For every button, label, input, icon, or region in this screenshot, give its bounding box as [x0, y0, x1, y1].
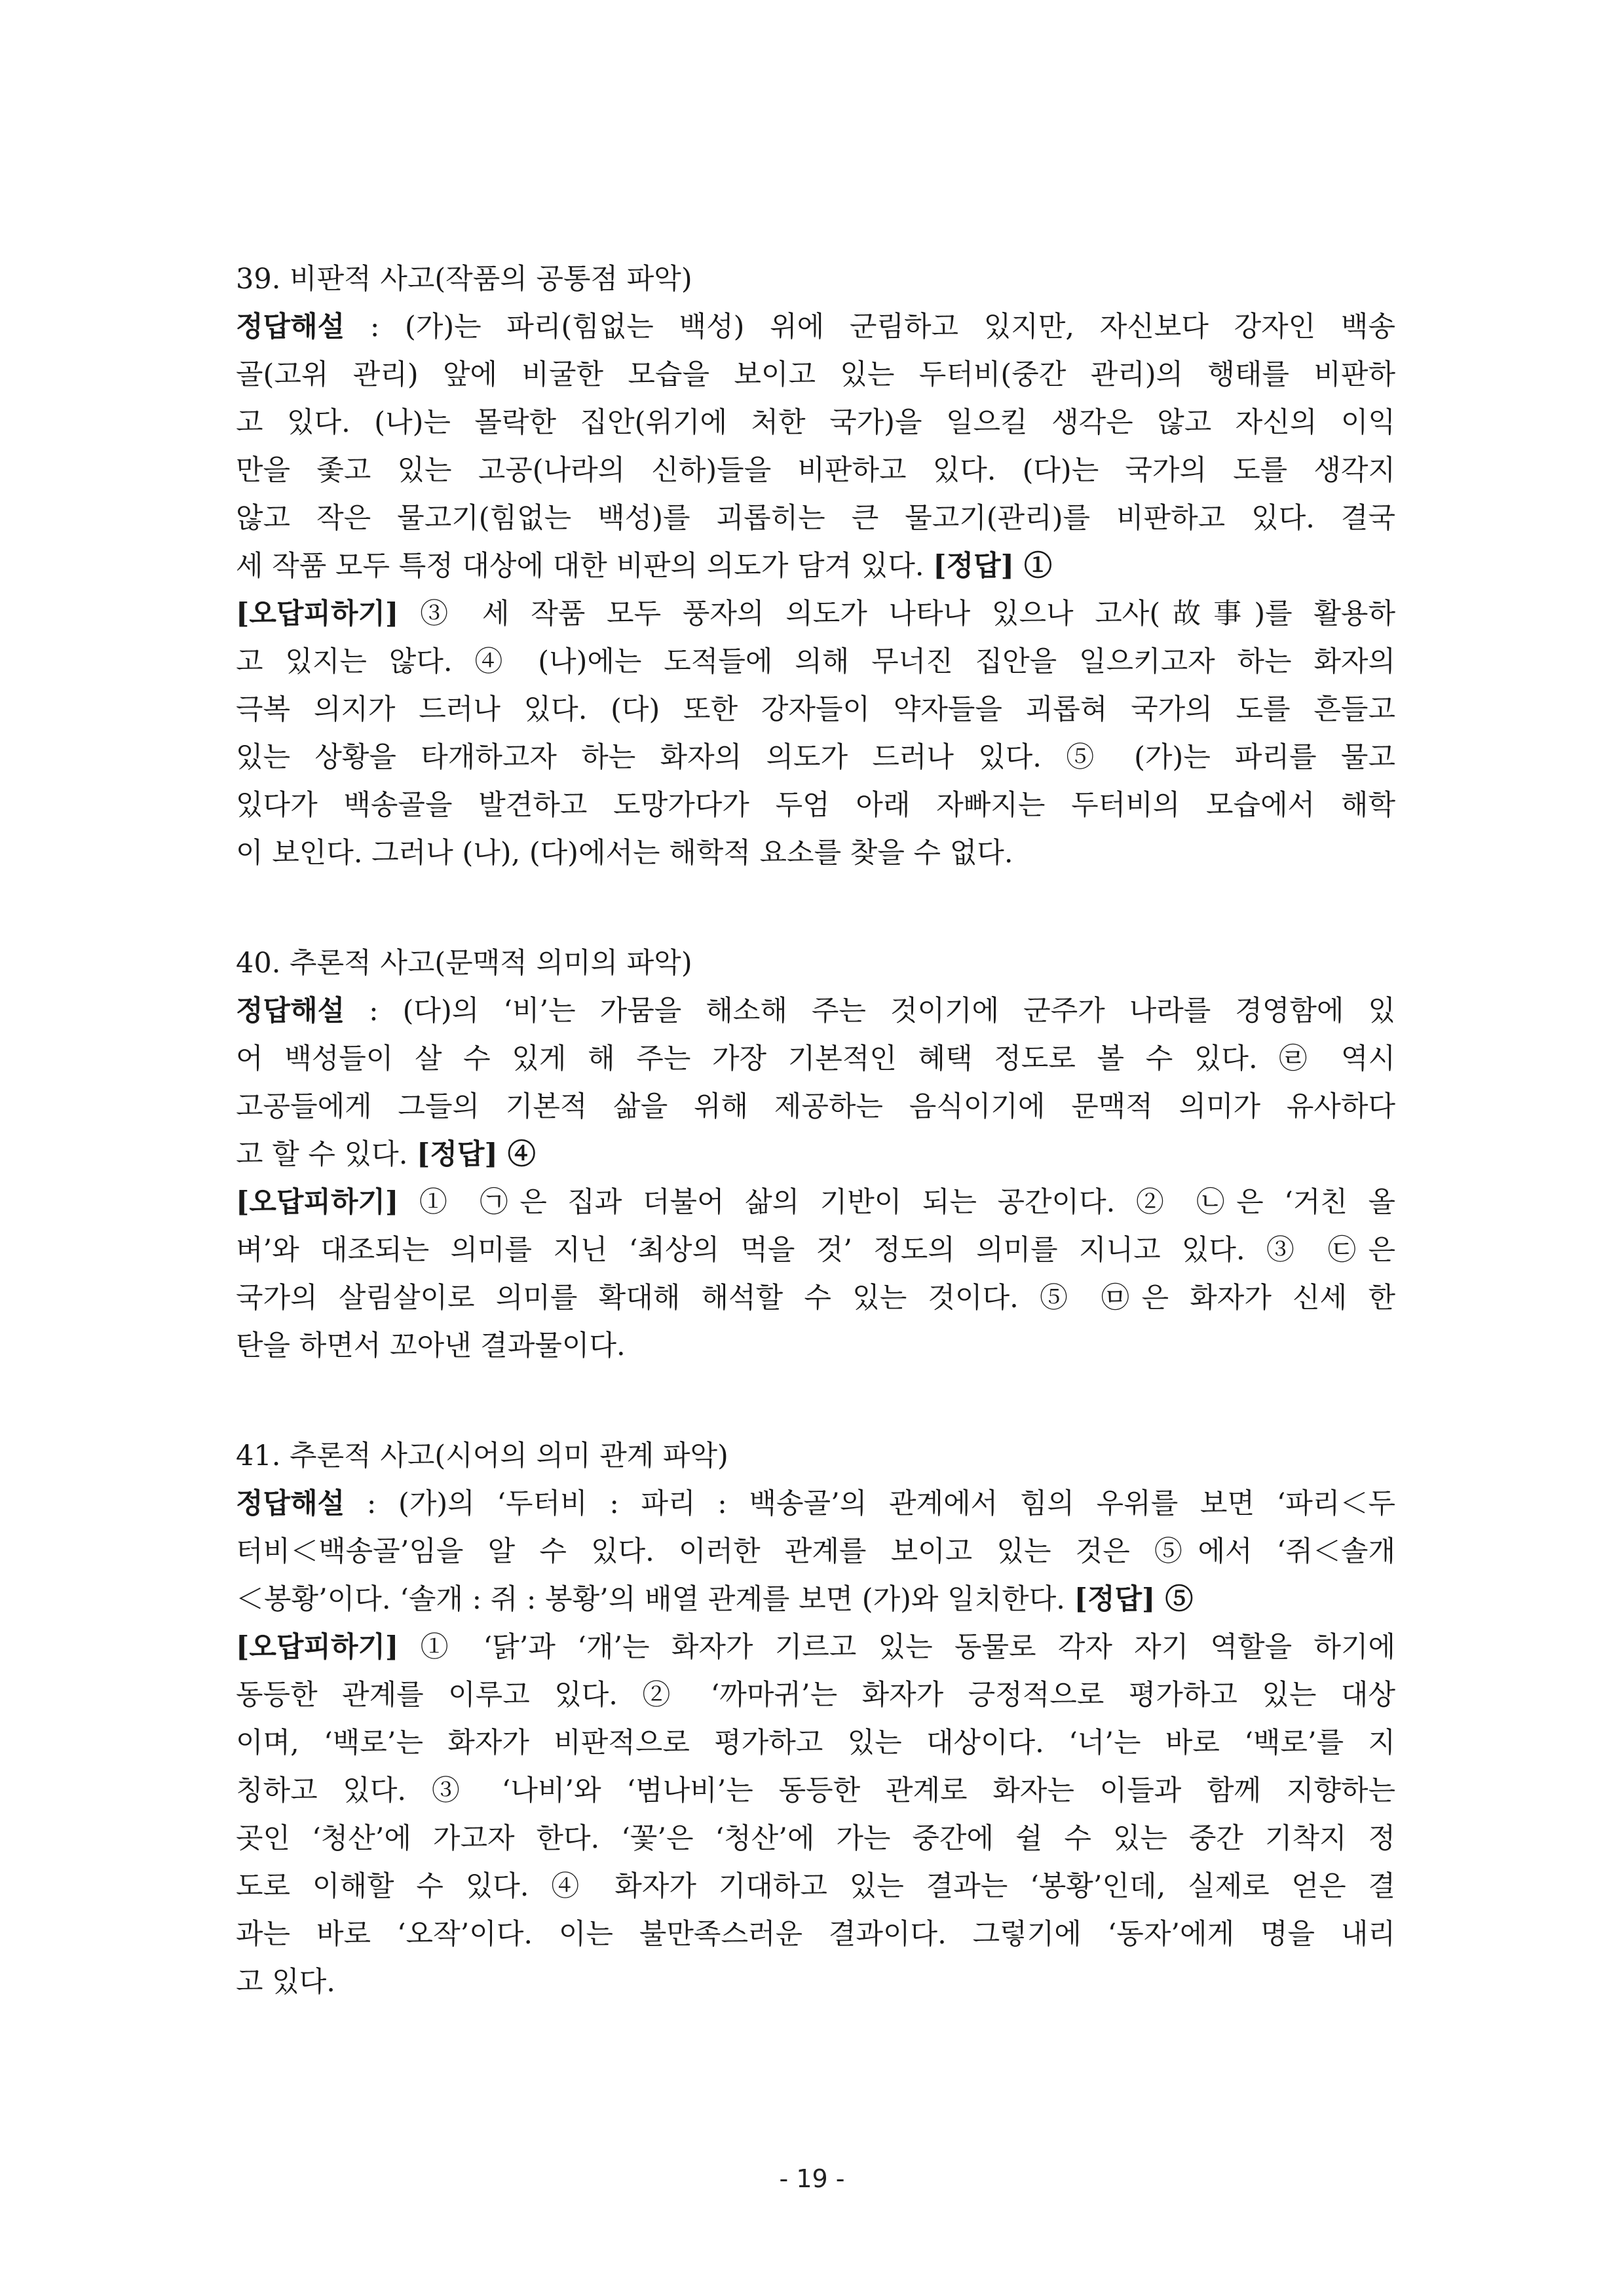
text-line: 어 백성들이 살 수 있게 해 주는 가장 기본적인 혜택 정도로 볼 수 있다. ㉣ 역시 — [236, 1043, 1395, 1075]
text-line: 탄을 하면서 꼬아낸 결과물이다. — [236, 1330, 626, 1362]
text-line: 골(고위 관리) 앞에 비굴한 모습을 보이고 있는 두터비(중간 관리)의 행태를 비판하 — [236, 358, 1395, 391]
section-title: 41. 추론적 사고(시어의 의미 관계 파악) — [236, 1440, 728, 1472]
answer-tag: [정답] ① — [933, 550, 1052, 583]
text-line: 정답해설 : (가)의 ‘두터비 : 파리 : 백송골’의 관계에서 힘의 우위를 보면 ‘파리＜두 — [236, 1487, 1395, 1520]
answer-label: 정답해설 — [236, 311, 345, 343]
text-line: 극복 의지가 드러나 있다. (다) 또한 강자들이 약자들을 괴롭혀 국가의 도를 흔들고 — [236, 693, 1395, 726]
text-line: 정답해설 : (가)는 파리(힘없는 백성) 위에 군림하고 있지만, 자신보다 강자인 백송 — [236, 311, 1395, 343]
section-41 — [236, 1432, 1395, 2006]
text-line: [오답피하기] ① ㉠은 집과 더불어 삶의 기반이 되는 공간이다. ② ㉡은 ‘거친 올 — [236, 1186, 1395, 1219]
text-line: 있는 상황을 타개하고자 하는 화자의 의도가 드러나 있다. ⑤ (가)는 파리를 물고 — [236, 741, 1395, 774]
wrong-answer-label: [오답피하기] — [236, 1186, 399, 1219]
text-line: 곳인 ‘청산’에 가고자 한다. ‘꽃’은 ‘청산’에 가는 중간에 쉴 수 있는 중간 기착지 정 — [236, 1822, 1395, 1855]
text-line: 있다가 백송골을 발견하고 도망가다가 두엄 아래 자빠지는 두터비의 모습에서 해학 — [236, 789, 1395, 822]
text-line: 고 있다. — [236, 1966, 335, 1999]
wrong-answer-label: [오답피하기] — [236, 1631, 399, 1664]
text-line: 도로 이해할 수 있다. ④ 화자가 기대하고 있는 결과는 ‘봉황’인데, 실제로 얻은 결 — [236, 1870, 1395, 1903]
text-line: 정답해설 : (다)의 ‘비’는 가뭄을 해소해 주는 것이기에 군주가 나라를 경영함에 있 — [236, 995, 1395, 1027]
text-line: 국가의 살림살이로 의미를 확대해 해석할 수 있는 것이다. ⑤ ㉤은 화자가 신세 한 — [236, 1282, 1395, 1314]
page-number: - 19 - — [779, 2164, 845, 2193]
text-line: 벼’와 대조되는 의미를 지닌 ‘최상의 먹을 것’ 정도의 의미를 지니고 있다. ③ ㉢은 — [236, 1234, 1395, 1267]
text-line: 고공들에게 그들의 기본적 삶을 위해 제공하는 음식이기에 문맥적 의미가 유사하다 — [236, 1090, 1395, 1123]
text-line: [오답피하기] ① ‘닭’과 ‘개’는 화자가 기르고 있는 동물로 각자 자기 역할을 하기에 — [236, 1631, 1395, 1664]
text-line: ＜봉황’이다. ‘솔개 : 쥐 : 봉황’의 배열 관계를 보면 (가)와 일치한다. [정답] ⑤ — [236, 1583, 1194, 1616]
wrong-answer-label: [오답피하기] — [236, 598, 399, 630]
answer-tag: [정답] ⑤ — [1074, 1583, 1194, 1616]
section-39 — [236, 256, 1395, 877]
answer-tag: [정답] ④ — [417, 1138, 536, 1171]
section-40 — [236, 940, 1395, 1370]
text-line: 과는 바로 ‘오작’이다. 이는 불만족스러운 결과이다. 그렇기에 ‘동자’에게 명을 내리 — [236, 1918, 1395, 1951]
text-line: 이 보인다. 그러나 (나), (다)에서는 해학적 요소를 찾을 수 없다. — [236, 837, 1013, 870]
text-line: 만을 좇고 있는 고공(나라의 신하)들을 비판하고 있다. (다)는 국가의 도를 생각지 — [236, 454, 1395, 487]
answer-label: 정답해설 — [236, 1487, 345, 1520]
answer-label: 정답해설 — [236, 995, 345, 1027]
text-line: 고 할 수 있다. [정답] ④ — [236, 1138, 536, 1171]
text-line: 않고 작은 물고기(힘없는 백성)를 괴롭히는 큰 물고기(관리)를 비판하고 있다. 결국 — [236, 502, 1395, 535]
text-line: 세 작품 모두 특정 대상에 대한 비판의 의도가 담겨 있다. [정답] ① — [236, 550, 1052, 583]
text-line: 고 있지는 않다. ④ (나)에는 도적들에 의해 무너진 집안을 일으키고자 하는 화자의 — [236, 645, 1395, 678]
section-title: 39. 비판적 사고(작품의 공통점 파악) — [236, 263, 692, 296]
text-line: 터비＜백송골’임을 알 수 있다. 이러한 관계를 보이고 있는 것은 ⑤에서 ‘쥐＜솔개 — [236, 1535, 1395, 1568]
text-line: 고 있다. (나)는 몰락한 집안(위기에 처한 국가)을 일으킬 생각은 않고 자신의 이익 — [236, 406, 1395, 439]
section-title: 40. 추론적 사고(문맥적 의미의 파악) — [236, 947, 692, 980]
text-line: 동등한 관계를 이루고 있다. ② ‘까마귀’는 화자가 긍정적으로 평가하고 있는 대상 — [236, 1679, 1395, 1712]
page-content — [236, 256, 1395, 2069]
text-line: [오답피하기] ③ 세 작품 모두 풍자의 의도가 나타나 있으나 고사(故事)를 활용하 — [236, 598, 1395, 630]
text-line: 칭하고 있다. ③ ‘나비’와 ‘범나비’는 동등한 관계로 화자는 이들과 함께 지향하는 — [236, 1774, 1395, 1807]
text-line: 이며, ‘백로’는 화자가 비판적으로 평가하고 있는 대상이다. ‘너’는 바로 ‘백로’를 지 — [236, 1727, 1395, 1759]
